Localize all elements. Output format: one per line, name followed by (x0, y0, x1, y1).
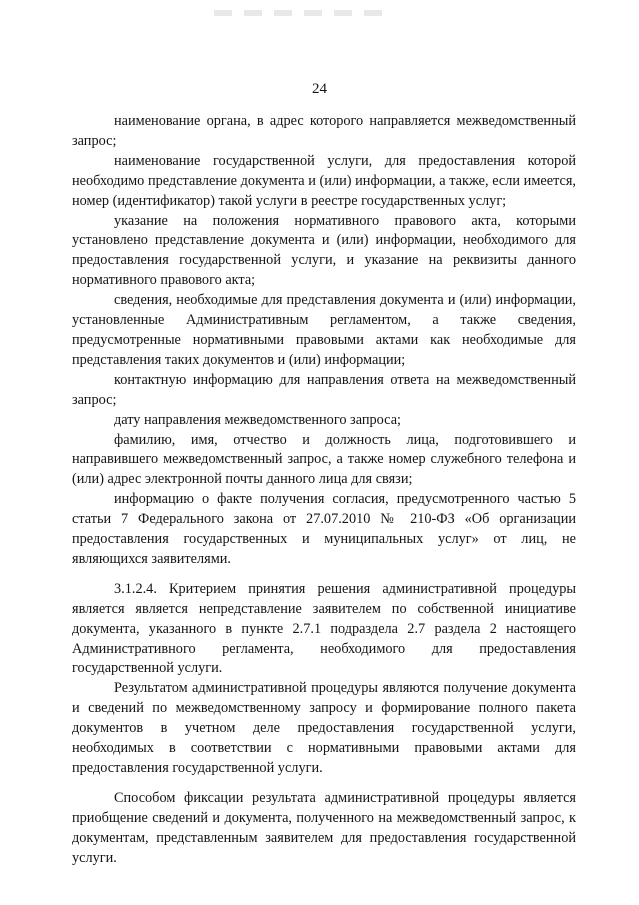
paragraph-legal-act: указание на положения нормативного правового акта, которыми установлено представление документа и (или) информации, необходимого для предоставления государственной услуги, и указание на реквизиты данного нормативного правового акта; (72, 212, 576, 289)
paragraph-result-recording: Способом фиксации результата административной процедуры является приобщение сведений и документа, полученного на межведомственный запрос, к документам, представленным заявителем для предоставления государственной услуги. (72, 789, 576, 866)
page-number: 24 (312, 81, 327, 97)
paragraph-section-3-1-2-4: 3.1.2.4. Критерием принятия решения административной процедуры является является непредставление заявителем по собственной инициативе документа, указанного в пункте 2.7.1 подраздела 2.7 раздела 2 настоящего Административного регламента, необходимого для предоставления государственной услуги. (72, 580, 576, 677)
paragraph-request-date: дату направления межведомственного запроса; (114, 411, 402, 428)
paragraph-contact-info: контактную информацию для направления ответа на межведомственный запрос; (72, 371, 576, 408)
document-body (72, 112, 576, 869)
paragraph-procedure-result: Результатом административной процедуры являются получение документа и сведений по межведомственному запросу и формирование полного пакета документов в учетном деле предоставления государственной услуги, необходимых в соответствии с нормативными правовыми актами для предоставления государственной услуги. (72, 680, 576, 776)
scan-artifact (214, 10, 389, 16)
paragraph-official-details: фамилию, имя, отчество и должность лица, подготовившего и направившего межведомственный запрос, а также номер служебного телефона и (или) адрес электронной почты данного лица для связи; (72, 431, 576, 488)
paragraph-service-name: наименование государственной услуги, для предоставления которой необходимо представление документа и (или) информации, а также, если имеется, номер (идентификатор) такой услуги в реестре государственных услуг; (72, 152, 576, 209)
paragraph-consent-info: информацию о факте получения согласия, предусмотренного частью 5 статьи 7 Федерального закона от 27.07.2010 № 210-ФЗ «Об организации предоставления государственных и муниципальных услуг» от лиц, не являющихся заявителями. (72, 491, 576, 567)
paragraph-request-authority: наименование органа, в адрес которого направляется межведомственный запрос; (72, 113, 576, 149)
paragraph-required-info: сведения, необходимые для представления документа и (или) информации, установленные Административным регламентом, а также сведения, предусмотренные нормативными правовыми актами как необходимые для представления таких документов и (или) информации; (72, 292, 576, 368)
